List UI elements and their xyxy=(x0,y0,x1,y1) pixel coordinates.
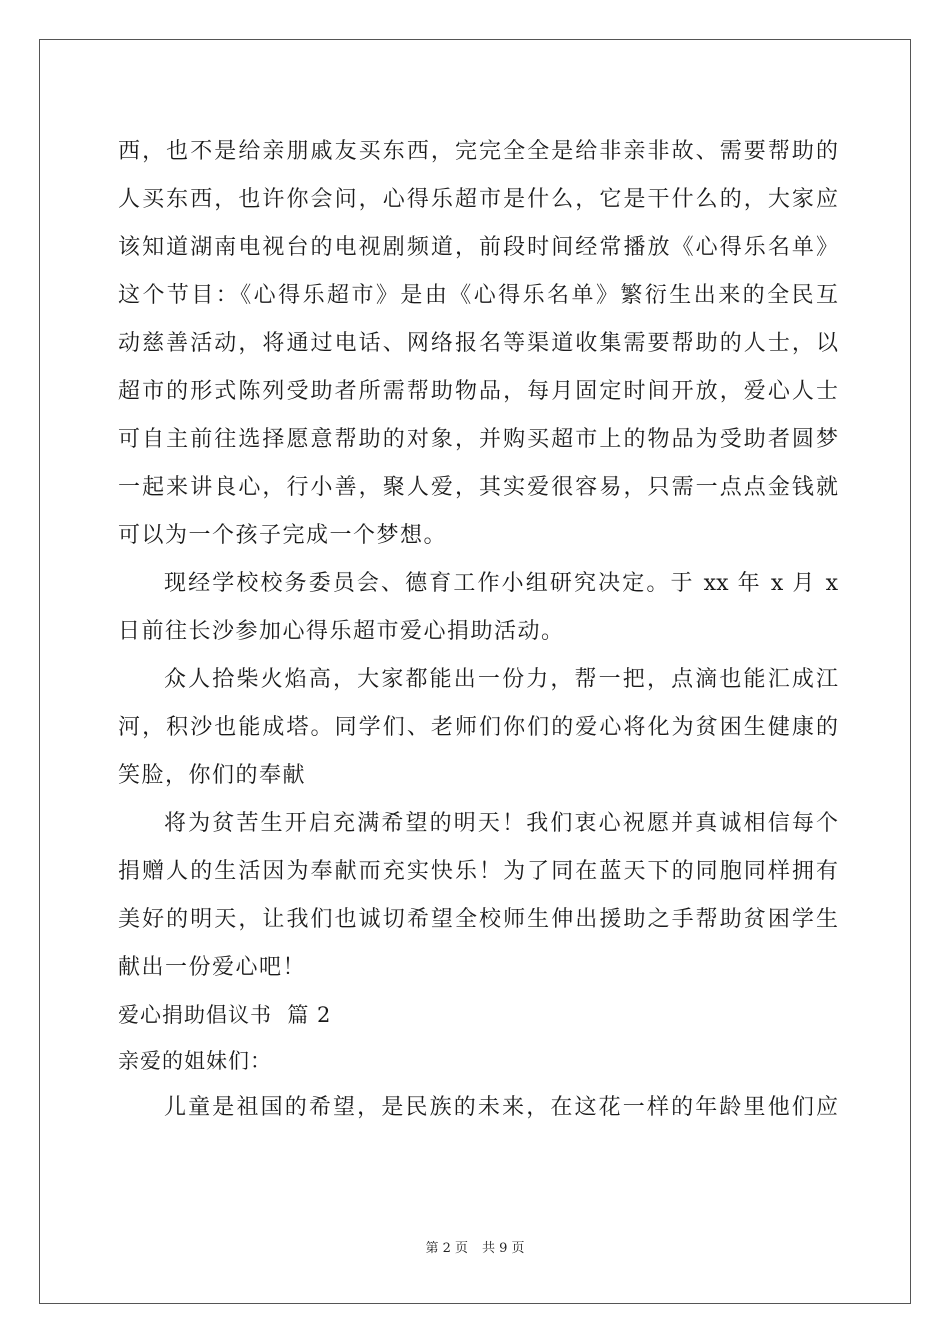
text-line: 众人拾柴火焰高，大家都能出一份力，帮一把，点滴也能汇成江 xyxy=(164,667,838,692)
text-line: 日前往长沙参加心得乐超市爱心捐助活动。 xyxy=(118,619,565,644)
paragraph-1 xyxy=(118,128,838,560)
page-footer xyxy=(0,1237,950,1256)
section-title: 爱心捐助倡议书 篇 2 xyxy=(118,1003,332,1027)
text-line: 笑脸，你们的奉献 xyxy=(118,763,307,788)
text-line: 一起来讲良心，行小善，聚人爱，其实爱很容易，只需一点点金钱就 xyxy=(118,475,838,500)
text-line: 人买东西，也许你会问，心得乐超市是什么，它是干什么的，大家应 xyxy=(118,187,838,212)
text-line: 超市的形式陈列受助者所需帮助物品，每月固定时间开放，爱心人士 xyxy=(118,379,838,404)
document-body xyxy=(118,128,838,1132)
text-line: 河，积沙也能成塔。同学们、老师们你们的爱心将化为贫困生健康的 xyxy=(118,715,838,740)
text-line: 可以为一个孩子完成一个梦想。 xyxy=(118,523,448,548)
paragraph-2 xyxy=(118,560,838,656)
text-line: 可自主前往选择愿意帮助的对象，并购买超市上的物品为受助者圆梦 xyxy=(118,427,838,452)
text-line: 该知道湖南电视台的电视剧频道，前段时间经常播放《心得乐名单》 xyxy=(118,235,838,260)
text-line: 儿童是祖国的希望，是民族的未来，在这花一样的年龄里他们应 xyxy=(164,1095,838,1120)
page-number: 第 2 页 xyxy=(425,1241,468,1256)
text-line: 献出一份爱心吧！ xyxy=(118,955,307,980)
text-line: 西，也不是给亲朋戚友买东西，完完全全是给非亲非故、需要帮助的 xyxy=(118,139,838,164)
text-line: 将为贫苦生开启充满希望的明天！我们衷心祝愿并真诚相信每个 xyxy=(164,811,838,836)
text-line: 现经学校校务委员会、德育工作小组研究决定。于 xx 年 x 月 x xyxy=(164,571,838,596)
salutation: 亲爱的姐妹们： xyxy=(118,1049,272,1073)
paragraph-3 xyxy=(118,656,838,800)
page-total: 共 9 页 xyxy=(482,1241,525,1256)
paragraph-5 xyxy=(118,1084,838,1132)
text-line: 美好的明天，让我们也诚切希望全校师生伸出援助之手帮助贫困学生 xyxy=(118,907,838,932)
text-line: 动慈善活动，将通过电话、网络报名等渠道收集需要帮助的人士，以 xyxy=(118,331,838,356)
text-line: 这个节目：《心得乐超市》是由《心得乐名单》繁衍生出来的全民互 xyxy=(118,283,838,308)
text-line: 捐赠人的生活因为奉献而充实快乐！为了同在蓝天下的同胞同样拥有 xyxy=(118,859,838,884)
paragraph-4 xyxy=(118,800,838,992)
